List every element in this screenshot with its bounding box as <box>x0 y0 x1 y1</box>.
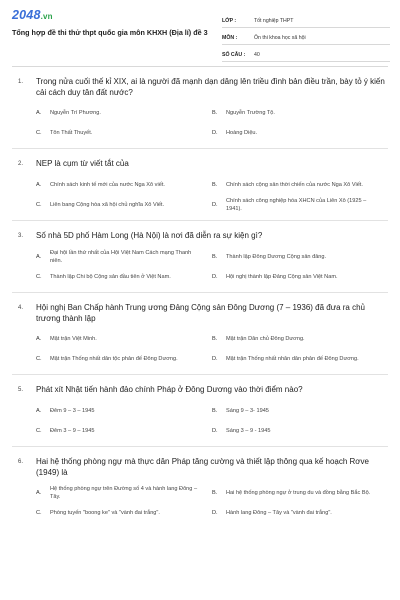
option-a[interactable]: A. Chính sách kinh tế mới của nước Nga Xô viết. <box>36 182 165 188</box>
option-d[interactable]: D. Mặt trận Thống nhất nhân dân phản đế Đông Dương. <box>212 356 359 362</box>
question-list <box>0 67 400 528</box>
meta-value: Tốt nghiệp THPT <box>254 17 294 24</box>
page-header <box>0 0 400 66</box>
meta-count-row <box>222 48 390 62</box>
question-text: NEP là cụm từ viết tắt của <box>36 159 129 168</box>
question-number: 6. <box>18 459 24 465</box>
option-b[interactable]: B. Chính sách cộng sản thời chiến của nước Nga Xô Viết. <box>212 182 363 188</box>
option-a[interactable]: A. Nguyễn Trí Phương. <box>36 110 101 116</box>
option-c[interactable]: C. Thành lập Chi bộ Cộng sản đầu tiên ở Việt Nam. <box>36 274 171 280</box>
option-d[interactable]: D. Hành lang Đông – Tây và "vành đai trắng". <box>212 510 332 516</box>
option-c[interactable]: C. Liên bang Cộng hòa xã hội chủ nghĩa Xô Viết. <box>36 202 165 208</box>
question-1 <box>12 67 388 149</box>
option-b[interactable]: B. Hai hệ thống phòng ngự ở trung du và đồng bằng Bắc Bộ. <box>212 490 371 496</box>
question-6 <box>12 447 388 528</box>
question-text: Phát xít Nhật tiến hành đảo chính Pháp ở Đông Dương vào thời điểm nào? <box>36 385 303 394</box>
option-c[interactable]: C. Phòng tuyến "boong ke" và "vành đai trắng". <box>36 510 160 516</box>
option-b[interactable]: B. Sáng 9 – 3- 1945 <box>212 408 269 414</box>
meta-label: MÔN : <box>222 34 238 41</box>
meta-class-row <box>222 14 390 28</box>
question-number: 3. <box>18 233 24 239</box>
meta-label: LỚP : <box>222 17 237 24</box>
question-3 <box>12 221 388 293</box>
document-title: Tổng hợp đề thi thử thpt quốc gia môn KHXH (Địa lí) đề 3 <box>12 28 208 37</box>
option-c[interactable]: C. Đêm 3 – 9 – 1945 <box>36 428 95 434</box>
option-a[interactable]: A. Đêm 9 – 3 – 1945 <box>36 408 95 414</box>
question-number: 2. <box>18 161 24 167</box>
meta-subject-row <box>222 31 390 45</box>
site-logo[interactable]: 2048.vn <box>12 8 53 22</box>
option-c[interactable]: C. Mặt trận Thống nhất dân tộc phản đế Đông Dương. <box>36 356 178 362</box>
option-a[interactable]: A. Hệ thống phòng ngự trên Đường số 4 và hành lang Đông – Tây. <box>36 486 198 500</box>
meta-value: Ôn thi khoa học xã hội <box>254 34 306 41</box>
option-b[interactable]: B. Thành lập Đông Dương Cộng sản đảng. <box>212 254 327 260</box>
question-text: Hai hệ thống phòng ngự mà thực dân Pháp tăng cường và thiết lập thông qua kế hoạch Rơve (1949) là <box>36 457 370 477</box>
option-a[interactable]: A. Mặt trận Việt Minh. <box>36 336 97 342</box>
option-d[interactable]: D. Hội nghị thành lập Đảng Cộng sản Việt Nam. <box>212 274 338 280</box>
question-number: 4. <box>18 305 24 311</box>
option-d[interactable]: D. Chính sách công nghiệp hóa XHCN của Liên Xô (1925 – 1941). <box>212 198 367 212</box>
exam-meta <box>222 14 390 65</box>
option-b[interactable]: B. Mặt trận Dân chủ Đông Dương. <box>212 336 305 342</box>
question-4 <box>12 293 388 375</box>
meta-value: 40 <box>254 51 260 58</box>
question-text: Trong nửa cuối thế kỉ XIX, ai là người đã mạnh dạn dâng lên triều đình bản điều trần, bày tỏ ý kiến cải cách duy tân đất nước? <box>36 77 385 97</box>
option-b[interactable]: B. Nguyễn Trường Tộ. <box>212 110 275 116</box>
question-text: Số nhà 5D phố Hàm Long (Hà Nội) là nơi đã diễn ra sự kiện gì? <box>36 231 263 240</box>
question-5 <box>12 375 388 447</box>
question-2 <box>12 149 388 221</box>
question-number: 5. <box>18 387 24 393</box>
option-d[interactable]: D. Sáng 3 – 9 - 1945 <box>212 428 271 434</box>
question-number: 1. <box>18 79 24 85</box>
option-a[interactable]: A. Đại hội lần thứ nhất của Hội Việt Nam Cách mạng Thanh niên. <box>36 250 192 264</box>
meta-label: SỐ CÂU : <box>222 51 246 58</box>
option-d[interactable]: D. Hoàng Diệu. <box>212 130 258 136</box>
question-text: Hội nghị Ban Chấp hành Trung ương Đảng Cộng sản Đông Dương (7 – 1936) đã đưa ra chủ trương thành lập <box>36 303 365 323</box>
option-c[interactable]: C. Tôn Thất Thuyết. <box>36 130 93 136</box>
